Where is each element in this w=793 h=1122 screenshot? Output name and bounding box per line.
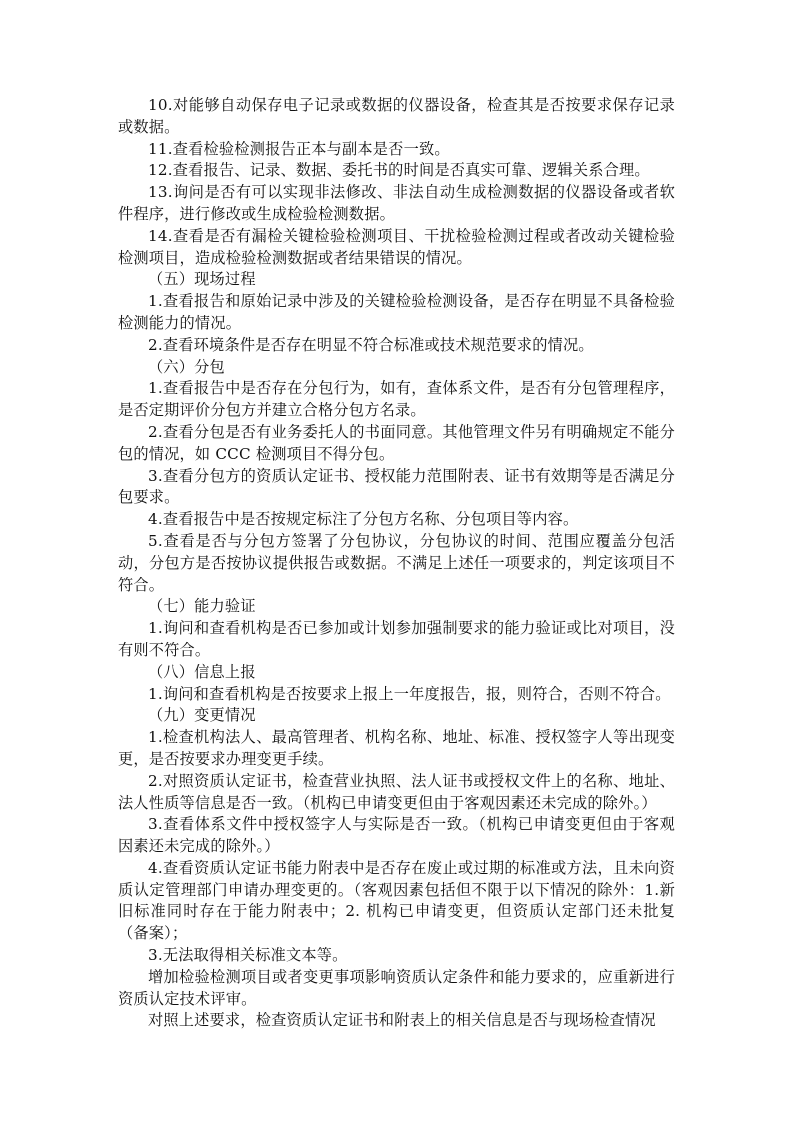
section-heading: （七）能力验证	[148, 597, 256, 616]
section-heading: （八）信息上报	[148, 662, 256, 681]
paragraph: 增加检验检测项目或者变更事项影响资质认定条件和能力要求的，应重新进行资质认定技术评审。	[118, 967, 675, 1008]
paragraph: 14.查看是否有漏检关键检验检测项目、干扰检验检测过程或者改动关键检验检测项目，造成检验检测数据或者结果错误的情况。	[118, 226, 675, 267]
paragraph: 1.查看报告中是否存在分包行为，如有，查体系文件，是否有分包管理程序，是否定期评价分包方并建立合格分包方名录。	[118, 379, 675, 420]
section-heading: （六）分包	[148, 357, 225, 376]
section-heading: （五）现场过程	[148, 270, 256, 289]
paragraph: 3.查看分包方的资质认定证书、授权能力范围附表、证书有效期等是否满足分包要求。	[118, 466, 675, 507]
paragraph: 4.查看报告中是否按规定标注了分包方名称、分包项目等内容。	[148, 510, 579, 529]
paragraph: 2.查看环境条件是否存在明显不符合标准或技术规范要求的情况。	[148, 335, 594, 354]
paragraph: 3.查看体系文件中授权签字人与实际是否一致。（机构已申请变更但由于客观因素还未完成的除外。）	[118, 815, 675, 856]
paragraph: 10.对能够自动保存电子记录或数据的仪器设备，检查其是否按要求保存记录或数据。	[118, 96, 675, 136]
paragraph: 5.查看是否与分包方签署了分包协议，分包协议的时间、范围应覆盖分包活动，分包方是否按协议提供报告或数据。不满足上述任一项要求的，判定该项目不符合。	[118, 531, 675, 594]
paragraph: 4.查看资质认定证书能力附表中是否存在废止或过期的标准或方法，且未向资质认定管理部门申请办理变更的。（客观因素包括但不限于以下情况的除外：1.新旧标准同时存在于能力附表中；2. 机构已申请变更，但资质认定部门还未批复（备案）；	[118, 858, 675, 943]
paragraph: 1.询问和查看机构是否按要求上报上一年度报告，报，则符合，否则不符合。	[148, 684, 671, 703]
paragraph: 对照上述要求，检查资质认定证书和附表上的相关信息是否与现场检查情况	[148, 1011, 656, 1030]
paragraph: 2.对照资质认定证书，检查营业执照、法人证书或授权文件上的名称、地址、法人性质等信息是否一致。（机构已申请变更但由于客观因素还未完成的除外。）	[118, 771, 675, 812]
paragraph: 11.查看检验检测报告正本与副本是否一致。	[148, 139, 450, 158]
paragraph: 1.检查机构法人、最高管理者、机构名称、地址、标准、授权签字人等出现变更，是否按要求办理变更手续。	[118, 728, 675, 768]
paragraph: 12.查看报告、记录、数据、委托书的时间是否真实可靠、逻辑关系合理。	[148, 161, 650, 180]
paragraph: 1.查看报告和原始记录中涉及的关键检验检测设备，是否存在明显不具备检验检测能力的情况。	[118, 292, 675, 332]
paragraph: 2.查看分包是否有业务委托人的书面同意。其他管理文件另有明确规定不能分包的情况，如 CCC 检测项目不得分包。	[118, 422, 675, 463]
paragraph: 13.询问是否有可以实现非法修改、非法自动生成检测数据的仪器设备或者软件程序，进行修改或生成检验检测数据。	[118, 183, 675, 223]
paragraph: 1.询问和查看机构是否已参加或计划参加强制要求的能力验证或比对项目，没有则不符合。	[118, 619, 675, 659]
section-heading: （九）变更情况	[148, 706, 256, 725]
paragraph: 3.无法取得相关标准文本等。	[148, 946, 348, 965]
